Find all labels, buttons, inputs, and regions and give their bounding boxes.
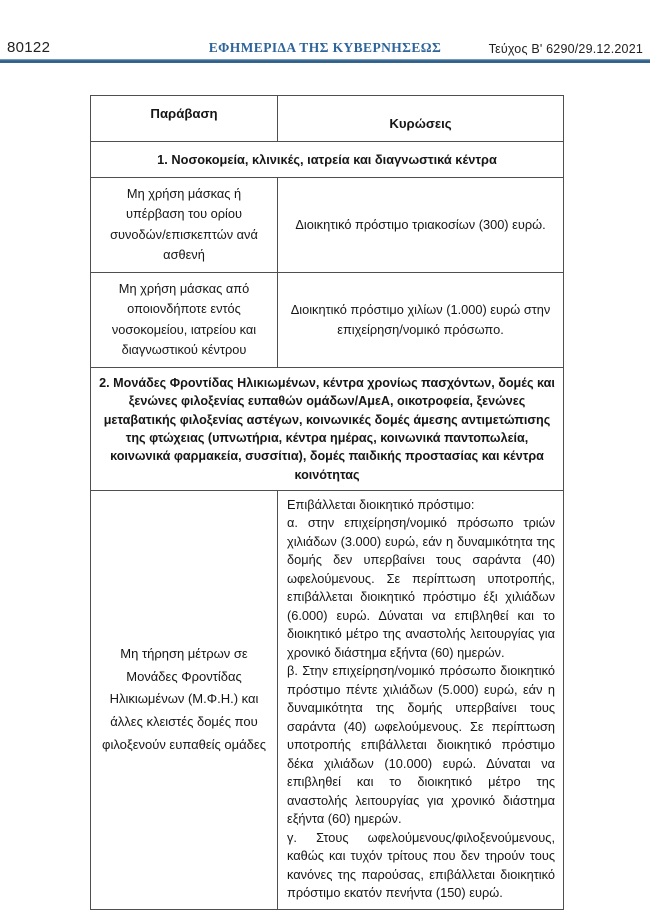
column-header-penalty-label: Κυρώσεις: [389, 116, 452, 131]
page-header: [0, 36, 650, 58]
penalty-paragraph-a: α. στην επιχείρηση/νομικό πρόσωπο τριών χιλιάδων (3.000) ευρώ, εάν η δυναμικότητα της δομής δεν υπερβαίνει τους σαράντα (40) ωφελούμενους. Σε περίπτωση υποτροπής, επιβάλλεται διοικητικό πρόστιμο έξι χιλιάδων (6.000) ευρώ. Δύναται να επιβληθεί και το διοικητικό μέτρο της αναστολής λειτουργίας για χρονικό διάστημα εξήντα (60) ημερών.: [287, 515, 555, 660]
penalty-cell: Διοικητικό πρόστιμο χιλίων (1.000) ευρώ στην επιχείρηση/νομικό πρόσωπο.: [278, 272, 564, 367]
column-header-violation-label: Παράβαση: [150, 106, 218, 121]
section-2-title: 2. Μονάδες Φροντίδας Ηλικιωμένων, κέντρα χρονίως πασχόντων, δομές και ξενώνες φιλοξενίας ευπαθών ομάδων/ΑμεΑ, οικοτροφεία, ξενώνες μεταβατικής φιλοξενίας αστέγων, κοινωνικές δομές άμεσης αντιμετώπισης της φτώχειας (υπνωτήρια, κέντρα ημέρας, κοινωνικά παντοπωλεία, κοινωνικά φαρμακεία, συσσίτια), δομές παιδικής προστασίας και κέντρα κοινότητας: [91, 367, 564, 490]
fines-table: [90, 95, 564, 910]
page-number: 80122: [7, 39, 51, 56]
penalty-paragraph-b: β. Στην επιχείρηση/νομικό πρόσωπο διοικητικό πρόστιμο πέντε χιλιάδων (5.000) ευρώ, εάν η δυναμικότητα της δομής υπερβαίνει τους σαράντα (40) ωφελούμενους. Σε περίπτωση υποτροπής επιβάλλεται διοικητικό πρόστιμο δέκα χιλιάδων (10.000) ευρώ. Δύναται να επιβληθεί και το διοικητικό μέτρο της αναστολής λειτουργίας για χρονικό διάστημα εξήντα (60) ημερών.: [287, 663, 555, 827]
column-header-penalty: [278, 96, 564, 142]
section-1-title: 1. Νοσοκομεία, κλινικές, ιατρεία και διαγνωστικά κέντρα: [91, 142, 564, 178]
gazette-masthead-title: ΕΦΗΜΕΡΙΔΑ ΤΗΣ ΚΥΒΕΡΝΗΣΕΩΣ: [208, 40, 442, 55]
penalty-cell: [278, 491, 564, 910]
section-1-row: [91, 142, 564, 178]
issue-reference: Τεύχος Β' 6290/29.12.2021: [488, 42, 643, 56]
column-header-violation: [91, 96, 278, 142]
table-row: [91, 491, 564, 910]
table-row: [91, 272, 564, 367]
penalty-paragraph-c: γ. Στους ωφελούμενους/φιλοξενούμενους, καθώς και τυχόν τρίτους που δεν τηρούν τους κανόνες της παρούσας, επιβάλλεται διοικητικό πρόστιμο εκατόν πενήντα (150) ευρώ.: [287, 829, 555, 901]
section-2-row: [91, 367, 564, 490]
table-row: [91, 178, 564, 273]
violation-cell: Μη τήρηση μέτρων σε Μονάδες Φροντίδας Ηλικιωμένων (Μ.Φ.Η.) και άλλες κλειστές δομές που φιλοξενούν ευπαθείς ομάδες: [91, 491, 278, 910]
penalty-cell: Διοικητικό πρόστιμο τριακοσίων (300) ευρώ.: [278, 178, 564, 273]
table-header-row: [91, 96, 564, 142]
header-divider-rule: [0, 59, 650, 63]
penalty-paragraph-intro: Επιβάλλεται διοικητικό πρόστιμο:: [287, 497, 475, 512]
violation-cell: Μη χρήση μάσκας ή υπέρβαση του ορίου συνοδών/επισκεπτών ανά ασθενή: [91, 178, 278, 273]
violation-cell: Μη χρήση μάσκας από οποιονδήποτε εντός νοσοκομείου, ιατρείου και διαγνωστικού κέντρου: [91, 272, 278, 367]
